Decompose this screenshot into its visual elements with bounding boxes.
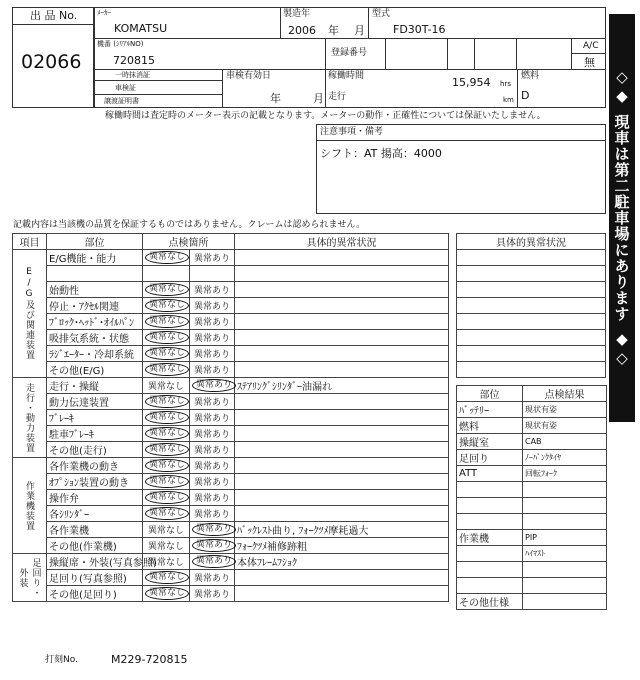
right-detail-row xyxy=(457,250,606,266)
spec-part xyxy=(457,498,523,514)
ok-label: 異常なし xyxy=(145,427,189,440)
check-ng-cell xyxy=(190,522,235,538)
check-ok-cell xyxy=(143,426,190,442)
check-ok-cell xyxy=(143,490,190,506)
spec-result xyxy=(523,514,607,530)
temp-permit: 一時抹消証 xyxy=(115,71,150,79)
ok-label: 異常なし xyxy=(145,363,189,376)
lot-number: 02066 xyxy=(21,51,82,73)
check-ok-cell xyxy=(143,570,190,586)
table-row xyxy=(13,362,449,378)
header-vline-e xyxy=(517,69,518,108)
table-row xyxy=(13,298,449,314)
ng-label: 異常あり xyxy=(193,334,230,344)
check-ok-cell xyxy=(143,394,190,410)
ng-label: 異常あり xyxy=(193,494,230,504)
check-ng-cell xyxy=(190,250,235,266)
table-row xyxy=(13,474,449,490)
check-ok-cell xyxy=(143,410,190,426)
spec-result: PIP xyxy=(523,530,607,546)
ok-label: 異常なし xyxy=(145,587,189,600)
header-vline-a xyxy=(280,7,281,38)
check-ng-cell xyxy=(190,330,235,346)
part-cell: その他(作業機) xyxy=(47,538,143,554)
col-header-part: 部位 xyxy=(47,234,143,250)
check-ng-cell xyxy=(190,442,235,458)
table-row xyxy=(13,490,449,506)
reg-cell-4 xyxy=(516,38,517,69)
detail-cell xyxy=(235,346,449,362)
right-detail-row xyxy=(457,282,606,298)
ng-label: 異常あり xyxy=(192,523,236,536)
part-cell: ﾌﾞﾛｯｸ･ﾍｯﾄﾞ･ｵｲﾙﾊﾟﾝ xyxy=(47,314,143,330)
ok-label: 異常なし xyxy=(145,459,189,472)
vehicle-cert: 車検証 xyxy=(115,84,136,92)
spec-part: 操縦室 xyxy=(457,434,523,450)
detail-cell xyxy=(235,298,449,314)
spec-row xyxy=(457,466,607,482)
check-ng-cell xyxy=(190,586,235,602)
ok-label: 異常なし xyxy=(145,299,189,312)
spec-row xyxy=(457,450,607,466)
detail-cell: ｽﾃｱﾘﾝｸﾞｼﾘﾝﾀﾞｰ油漏れ xyxy=(235,378,449,394)
part-cell: E/G機能・能力 xyxy=(47,250,143,266)
spec-row xyxy=(457,482,607,498)
check-ng-cell xyxy=(190,266,235,282)
header-line-3 xyxy=(94,80,222,81)
ng-label: 異常あり xyxy=(193,366,230,376)
inspection-label: 車検有効日 xyxy=(226,71,272,81)
spec-result xyxy=(523,594,607,610)
ng-label: 異常あり xyxy=(193,286,230,296)
check-ng-cell xyxy=(190,426,235,442)
year-unit: 年 xyxy=(328,24,339,37)
part-cell: 操作弁 xyxy=(47,490,143,506)
col-header-check: 点検箇所 xyxy=(143,234,235,250)
table-row xyxy=(13,266,449,282)
check-ng-cell xyxy=(190,538,235,554)
table-row xyxy=(13,410,449,426)
check-ng-cell xyxy=(190,394,235,410)
part-cell: 動力伝達装置 xyxy=(47,394,143,410)
check-ng-cell xyxy=(190,378,235,394)
hours-unit: hrs xyxy=(500,80,511,88)
part-cell: 停止・ｱｸｾﾙ関連 xyxy=(47,298,143,314)
ng-label: 異常あり xyxy=(193,430,230,440)
spec-part: ﾊﾞｯﾃﾘｰ xyxy=(457,402,523,418)
table-row xyxy=(13,394,449,410)
spec-part xyxy=(457,546,523,562)
reg-cell-1 xyxy=(385,38,386,69)
serial-value: 720815 xyxy=(113,54,155,67)
spec-part xyxy=(457,578,523,594)
part-cell: 操縦席・外装(写真参照) xyxy=(47,554,143,570)
hours-label: 稼働時間 xyxy=(328,71,365,81)
group-label: 足回り・外装 xyxy=(13,554,47,602)
ok-label: 異常なし xyxy=(147,558,184,568)
spec-row xyxy=(457,546,607,562)
spec-result: CAB xyxy=(523,434,607,450)
check-ng-cell xyxy=(190,410,235,426)
ok-label: 異常なし xyxy=(145,315,189,328)
spec-row xyxy=(457,418,607,434)
detail-cell xyxy=(235,474,449,490)
spec-result xyxy=(523,562,607,578)
spec-row xyxy=(457,434,607,450)
table-row xyxy=(13,538,449,554)
detail-cell xyxy=(235,314,449,330)
check-ng-cell xyxy=(190,490,235,506)
header-line-ac xyxy=(571,53,606,54)
check-ng-cell xyxy=(190,298,235,314)
ok-label: 異常なし xyxy=(145,347,189,360)
ng-label: 異常あり xyxy=(193,350,230,360)
sidebar-bottom-mark: ◆◇ xyxy=(613,330,631,368)
km-unit: km xyxy=(503,96,514,104)
ng-label: 異常あり xyxy=(193,318,230,328)
insp-month-unit: 月 xyxy=(313,92,324,105)
check-ng-cell xyxy=(190,570,235,586)
check-ok-cell xyxy=(143,378,190,394)
spec-result: ﾊｲﾏｽﾄ xyxy=(523,546,607,562)
header-line-4 xyxy=(94,94,222,95)
check-ok-cell xyxy=(143,346,190,362)
check-ok-cell xyxy=(143,522,190,538)
part-cell: 駐車ﾌﾞﾚｰｷ xyxy=(47,426,143,442)
ng-label: 異常あり xyxy=(193,510,230,520)
insp-year-unit: 年 xyxy=(270,92,281,105)
ok-label: 異常なし xyxy=(145,571,189,584)
ng-label: 異常あり xyxy=(193,446,230,456)
spec-row xyxy=(457,514,607,530)
part-cell: 各作業機 xyxy=(47,522,143,538)
check-ok-cell xyxy=(143,442,190,458)
check-ok-cell xyxy=(143,266,190,282)
check-ok-cell xyxy=(143,458,190,474)
ok-label: 異常なし xyxy=(147,382,184,392)
spec-part: ATT xyxy=(457,466,523,482)
spec-header-result: 点検結果 xyxy=(523,386,607,402)
table-row xyxy=(13,570,449,586)
spec-result: ﾉｰﾊﾟﾝｸﾀｲﾔ xyxy=(523,450,607,466)
spec-row xyxy=(457,402,607,418)
ok-label: 異常なし xyxy=(145,251,189,264)
spec-part: 燃料 xyxy=(457,418,523,434)
detail-cell xyxy=(235,362,449,378)
spec-part xyxy=(457,482,523,498)
ok-label: 異常なし xyxy=(147,542,184,552)
table-row xyxy=(13,586,449,602)
ng-label: 異常あり xyxy=(192,379,236,392)
ng-label: 異常あり xyxy=(193,302,230,312)
detail-cell xyxy=(235,490,449,506)
header-line-1 xyxy=(94,38,606,39)
table-row xyxy=(13,282,449,298)
ok-label: 異常なし xyxy=(145,443,189,456)
hours-value: 15,954 xyxy=(452,76,491,89)
part-cell: 足回り(写真参照) xyxy=(47,570,143,586)
spec-header-part: 部位 xyxy=(457,386,523,402)
sidebar-top-mark: ◇◆ xyxy=(613,68,631,106)
part-cell: 始動性 xyxy=(47,282,143,298)
check-ng-cell xyxy=(190,346,235,362)
ok-label: 異常なし xyxy=(145,283,189,296)
part-cell xyxy=(47,266,143,282)
fuel-label: 燃料 xyxy=(521,71,540,81)
check-ok-cell xyxy=(143,362,190,378)
lot-label: 出 品 No. xyxy=(30,9,78,22)
check-ng-cell xyxy=(190,458,235,474)
part-cell: 走行・操縦 xyxy=(47,378,143,394)
table-row xyxy=(13,314,449,330)
transfer-cert: 譲渡証明書 xyxy=(104,97,139,105)
part-cell: その他(足回り) xyxy=(47,586,143,602)
part-cell: ｵﾌﾟｼｮﾝ装置の動き xyxy=(47,474,143,490)
table-row xyxy=(13,554,449,570)
part-cell: 吸排気系統・状態 xyxy=(47,330,143,346)
ng-label: 異常あり xyxy=(193,398,230,408)
detail-cell xyxy=(235,570,449,586)
detail-cell xyxy=(235,458,449,474)
ok-label: 異常なし xyxy=(145,331,189,344)
col-header-detail: 具体的異常状況 xyxy=(235,234,449,250)
part-cell: 各作業機の動き xyxy=(47,458,143,474)
check-ok-cell xyxy=(143,474,190,490)
right-detail-row xyxy=(457,330,606,346)
right-detail-row xyxy=(457,346,606,362)
spec-row xyxy=(457,578,607,594)
sidebar-text: 現車は第二駐車場にあります xyxy=(612,114,631,322)
group-label: E/G及び関連装置 xyxy=(13,250,47,378)
table-row xyxy=(13,426,449,442)
header-line-2 xyxy=(94,69,606,70)
check-ng-cell xyxy=(190,362,235,378)
spec-part: 足回り xyxy=(457,450,523,466)
run-label: 走行 xyxy=(328,92,347,102)
header-vline-c xyxy=(325,38,326,108)
month-unit: 月 xyxy=(354,24,365,37)
check-ok-cell xyxy=(143,538,190,554)
serial-label: 機番 (ｼﾘｱﾙNO) xyxy=(97,40,144,48)
check-ok-cell xyxy=(143,250,190,266)
ac-value: 無 xyxy=(584,56,595,69)
spec-part: その他仕様 xyxy=(457,594,523,610)
spec-result: 現状有姿 xyxy=(523,418,607,434)
table-row xyxy=(13,522,449,538)
reg-cell-5 xyxy=(571,38,572,69)
notes-label: 注意事項・備考 xyxy=(320,127,384,137)
spec-row xyxy=(457,562,607,578)
group-label: 走行・動力装置 xyxy=(13,378,47,458)
check-ng-cell xyxy=(190,506,235,522)
table-row xyxy=(13,250,449,266)
ng-label: 異常あり xyxy=(193,462,230,472)
ng-label: 異常あり xyxy=(192,555,236,568)
spec-result: 回転ﾌｫｰｸ xyxy=(523,466,607,482)
table-row xyxy=(13,346,449,362)
detail-cell: ﾌｫｰｸﾂﾒ補修跡粗 xyxy=(235,538,449,554)
model-value: FD30T-16 xyxy=(393,23,446,36)
ng-label: 異常あり xyxy=(193,478,230,488)
detail-cell xyxy=(235,426,449,442)
spec-result: 現状有姿 xyxy=(523,402,607,418)
notes-box xyxy=(316,124,606,214)
table-row xyxy=(13,506,449,522)
maker-label: ﾒｰｶｰ xyxy=(97,9,111,17)
check-ok-cell xyxy=(143,314,190,330)
right-detail-header: 具体的異常状況 xyxy=(457,234,606,250)
spec-row xyxy=(457,498,607,514)
reg-cell-2 xyxy=(447,38,448,69)
spec-result xyxy=(523,578,607,594)
year-label: 製造年 xyxy=(283,9,311,19)
right-detail-row xyxy=(457,266,606,282)
lot-header-line xyxy=(12,24,94,25)
check-ng-cell xyxy=(190,314,235,330)
detail-cell xyxy=(235,330,449,346)
ok-label: 異常なし xyxy=(145,395,189,408)
model-label: 型式 xyxy=(372,9,391,19)
detail-cell xyxy=(235,506,449,522)
check-ok-cell xyxy=(143,282,190,298)
reg-label: 登録番号 xyxy=(331,48,368,58)
check-ok-cell xyxy=(143,298,190,314)
spec-part xyxy=(457,562,523,578)
stamp-value: M229-720815 xyxy=(111,653,188,666)
spec-result xyxy=(523,498,607,514)
year-value: 2006 xyxy=(288,24,316,37)
ng-label: 異常あり xyxy=(193,254,230,264)
reg-cell-3 xyxy=(474,38,475,69)
table-row xyxy=(13,458,449,474)
right-detail-table xyxy=(456,233,606,378)
check-ok-cell xyxy=(143,554,190,570)
table-row xyxy=(13,330,449,346)
table-row xyxy=(13,378,449,394)
check-ok-cell xyxy=(143,506,190,522)
table-row xyxy=(13,442,449,458)
ng-label: 異常あり xyxy=(192,539,236,552)
detail-cell: 本体ﾌﾚｰﾑﾌｼｮｸ xyxy=(235,554,449,570)
spec-row xyxy=(457,530,607,546)
maker-value: KOMATSU xyxy=(114,22,168,35)
spec-part xyxy=(457,514,523,530)
part-cell: ﾌﾞﾚｰｷ xyxy=(47,410,143,426)
ng-label: 異常あり xyxy=(193,590,230,600)
part-cell: その他(走行) xyxy=(47,442,143,458)
detail-cell xyxy=(235,394,449,410)
stamp-label: 打刻No. xyxy=(45,655,78,665)
ng-label: 異常あり xyxy=(193,574,230,584)
part-cell: その他(E/G) xyxy=(47,362,143,378)
right-detail-row xyxy=(457,314,606,330)
detail-cell xyxy=(235,250,449,266)
notes-header-line xyxy=(316,140,606,141)
check-ng-cell xyxy=(190,282,235,298)
detail-cell: ﾊﾞｯｸﾚｽﾄ曲り, ﾌｫｰｸﾂﾒ摩耗過大 xyxy=(235,522,449,538)
ok-label: 異常なし xyxy=(145,491,189,504)
detail-cell xyxy=(235,266,449,282)
detail-cell xyxy=(235,442,449,458)
ng-label: 異常あり xyxy=(193,414,230,424)
parking-notice xyxy=(609,14,635,422)
spec-row xyxy=(457,594,607,610)
part-cell: ﾗｼﾞｴｰﾀｰ・冷却系統 xyxy=(47,346,143,362)
fuel-value: D xyxy=(521,89,530,102)
part-cell: 各ｼﾘﾝﾀﾞｰ xyxy=(47,506,143,522)
right-detail-row xyxy=(457,362,606,378)
col-header-item: 項目 xyxy=(13,234,47,250)
right-detail-row xyxy=(457,298,606,314)
hours-note: 稼働時間は査定時のメーター表示の記載となります。メーターの動作・正確性については保証いたしません。 xyxy=(105,111,546,121)
ok-label: 異常なし xyxy=(147,526,184,536)
group-label: 作業機装置 xyxy=(13,458,47,554)
check-ok-cell xyxy=(143,586,190,602)
ok-label: 異常なし xyxy=(145,475,189,488)
ok-label: 異常なし xyxy=(145,507,189,520)
ok-label: 異常なし xyxy=(145,411,189,424)
check-ok-cell xyxy=(143,330,190,346)
ac-label: A/C xyxy=(583,41,599,51)
check-ng-cell xyxy=(190,474,235,490)
spec-result xyxy=(523,482,607,498)
detail-cell xyxy=(235,586,449,602)
detail-cell xyxy=(235,410,449,426)
check-ng-cell xyxy=(190,554,235,570)
header-vline-b xyxy=(368,7,369,38)
header-vline-d xyxy=(222,69,223,108)
disclaimer: 記載内容は当該機の品質を保証するものではありません。クレームは認められません。 xyxy=(13,220,366,230)
notes-text: シフト：AT 揚高：4000 xyxy=(320,147,442,160)
detail-cell xyxy=(235,282,449,298)
spec-part: 作業機 xyxy=(457,530,523,546)
